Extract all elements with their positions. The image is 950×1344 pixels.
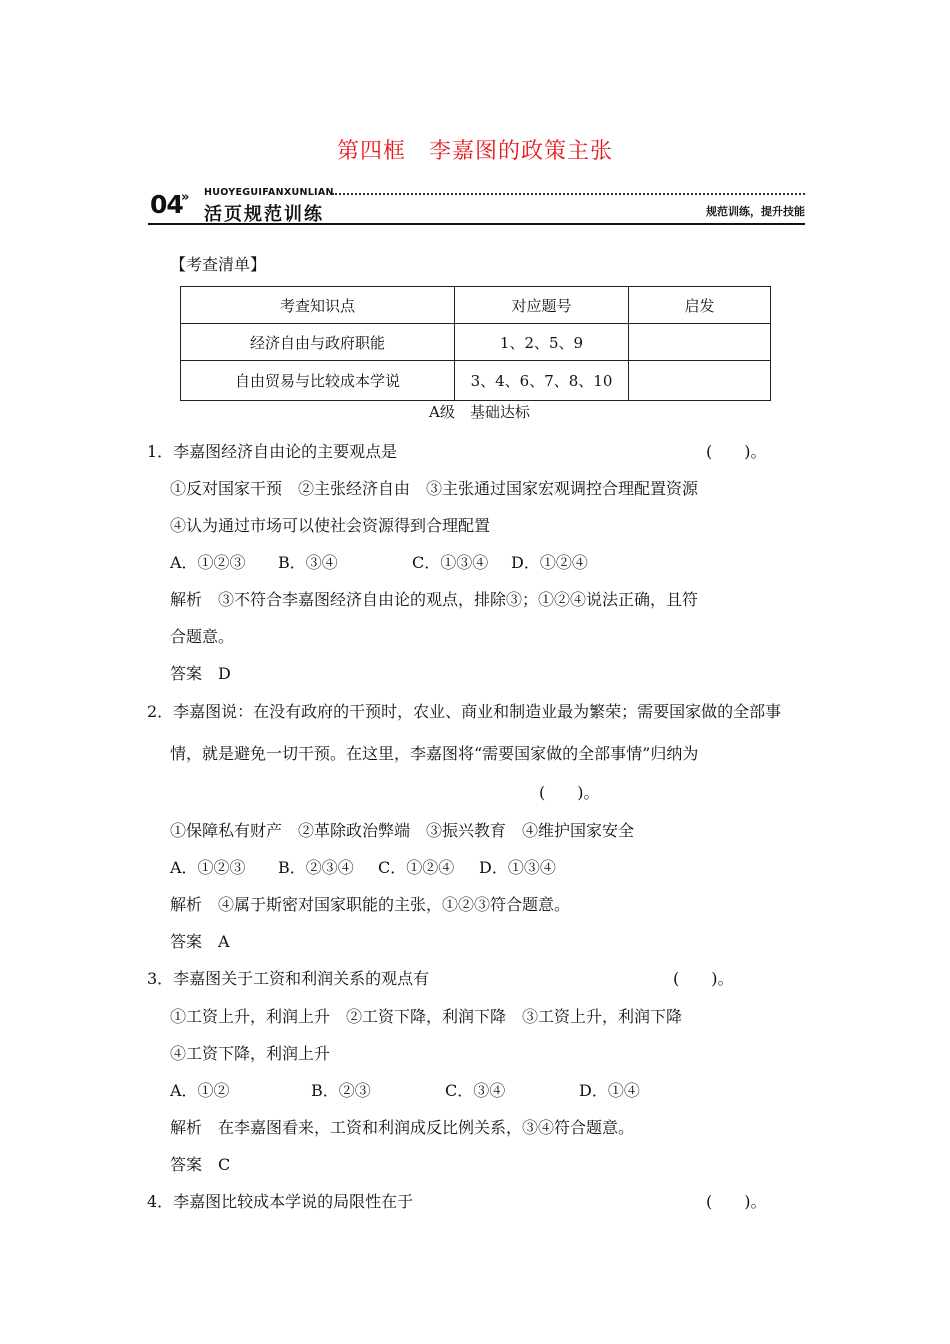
choice: C．③④ bbox=[445, 1081, 506, 1100]
chevron-icon: » bbox=[181, 190, 190, 205]
choice: C．①③④ bbox=[412, 553, 489, 572]
section-banner bbox=[148, 186, 805, 226]
choice: B．③④ bbox=[278, 553, 338, 572]
choice: D．①②④ bbox=[511, 553, 588, 572]
banner-slogan: 规范训练，提升技能 bbox=[706, 205, 805, 218]
page-title: 第四框 李嘉图的政策主张 bbox=[336, 139, 613, 164]
checklist-heading: 【考查清单】 bbox=[170, 255, 267, 274]
table-cell: 自由贸易与比较成本学说 bbox=[181, 361, 455, 401]
option-line: ④工资下降，利润上升 bbox=[170, 1044, 331, 1063]
table-cell: 经济自由与政府职能 bbox=[181, 324, 455, 361]
answer-blank: ( )。 bbox=[539, 783, 600, 802]
analysis-line: 解析 ④属于斯密对国家职能的主张，①②③符合题意。 bbox=[170, 895, 571, 914]
analysis-line: 解析 在李嘉图看来，工资和利润成反比例关系，③④符合题意。 bbox=[170, 1118, 635, 1137]
answer-line: 答案 C bbox=[170, 1155, 231, 1174]
option-line: ①保障私有财产 ②革除政治弊端 ③振兴教育 ④维护国家安全 bbox=[170, 821, 635, 840]
choice: A．①②③ bbox=[170, 553, 246, 572]
banner-number: 04 bbox=[150, 190, 183, 219]
analysis-line: 解析 ③不符合李嘉图经济自由论的观点，排除③；①②④说法正确，且符 bbox=[170, 590, 699, 609]
answer-blank: ( )。 bbox=[706, 442, 767, 461]
table-header-cell: 对应题号 bbox=[455, 287, 629, 324]
table-header-row bbox=[181, 287, 771, 324]
choice: A．①②③ bbox=[170, 858, 246, 877]
choice: B．②③ bbox=[311, 1081, 371, 1100]
answer-line: 答案 D bbox=[170, 664, 231, 683]
question-stem: 4．李嘉图比较成本学说的局限性在于 bbox=[147, 1192, 414, 1211]
table-cell bbox=[629, 324, 771, 361]
checklist-table bbox=[180, 286, 771, 401]
analysis-line: 合题意。 bbox=[170, 627, 235, 646]
choice: B．②③④ bbox=[278, 858, 354, 877]
option-line: ①工资上升，利润上升 ②工资下降，利润下降 ③工资上升，利润下降 bbox=[170, 1007, 683, 1026]
choice: D．①③④ bbox=[479, 858, 556, 877]
table-cell bbox=[629, 361, 771, 401]
choice: D．①④ bbox=[579, 1081, 640, 1100]
question-stem: 情，就是避免一切干预。在这里，李嘉图将“需要国家做的全部事情”归纳为 bbox=[170, 744, 699, 763]
answer-blank: ( )。 bbox=[706, 1192, 767, 1211]
option-line: ①反对国家干预 ②主张经济自由 ③主张通过国家宏观调控合理配置资源 bbox=[170, 479, 699, 498]
banner-label: 活页规范训练 bbox=[204, 204, 324, 225]
level-heading: A级 基础达标 bbox=[429, 403, 530, 421]
question-stem: 3．李嘉图关于工资和利润关系的观点有 bbox=[147, 969, 430, 988]
banner-dotted-line bbox=[332, 193, 805, 195]
table-row bbox=[181, 361, 771, 401]
table-header-cell: 考查知识点 bbox=[181, 287, 455, 324]
banner-pinyin: HUOYEGUIFANXUNLIAN bbox=[204, 187, 334, 198]
table-header-cell: 启发 bbox=[629, 287, 771, 324]
answer-blank: ( )。 bbox=[673, 969, 734, 988]
question-stem: 1．李嘉图经济自由论的主要观点是 bbox=[147, 442, 398, 461]
table-cell: 3、4、6、7、8、10 bbox=[455, 361, 629, 401]
answer-line: 答案 A bbox=[170, 932, 230, 951]
question-stem: 2．李嘉图说：在没有政府的干预时，农业、商业和制造业最为繁荣；需要国家做的全部事 bbox=[147, 702, 782, 721]
choice: A．①② bbox=[170, 1081, 230, 1100]
table-row bbox=[181, 324, 771, 361]
table-cell: 1、2、5、9 bbox=[455, 324, 629, 361]
choice: C．①②④ bbox=[378, 858, 455, 877]
option-line: ④认为通过市场可以使社会资源得到合理配置 bbox=[170, 516, 491, 535]
banner-rule bbox=[148, 223, 805, 225]
